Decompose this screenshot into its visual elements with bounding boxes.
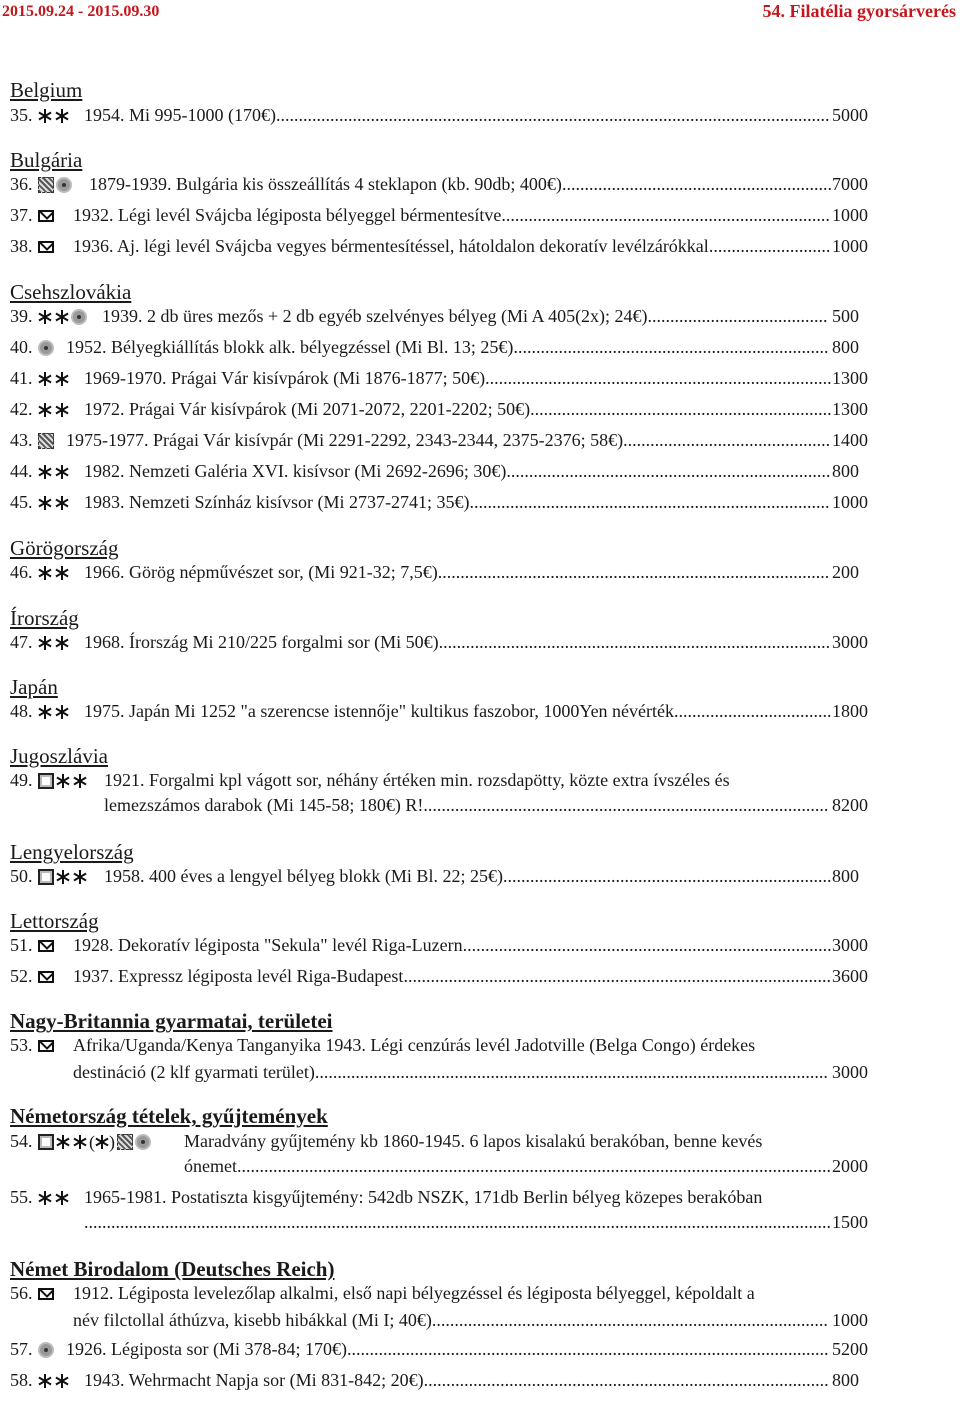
lot-description: [73, 205, 830, 226]
leader-dots: ....................................................................................................................................: [236, 1156, 831, 1176]
condition-icons: [38, 867, 87, 887]
lot-description-text: Maradvány gyűjtemény kb 1860-1945. 6 lapos kisalakú berakóban, benne kevés: [184, 1131, 763, 1151]
lot-number: 38.: [10, 236, 33, 256]
lot-description: [89, 174, 832, 195]
lot-description-text: név filctollal áthúzva, kisebb hibákkal (Mi I; 40€): [73, 1310, 432, 1330]
condition-icons: [38, 967, 54, 987]
lot-number: 46.: [10, 562, 33, 582]
condition-icons: [38, 633, 69, 653]
lot-description: [84, 562, 829, 583]
condition-icons: [38, 563, 69, 583]
lot-number: 57.: [10, 1339, 33, 1359]
condition-icons: [38, 493, 69, 513]
condition-icons: [38, 307, 87, 327]
lot-description-text: 1969-1970. Prágai Vár kisívpárok (Mi 1876-1877; 50€): [84, 368, 486, 388]
lot-description: [84, 701, 832, 722]
leader-dots: ..........................................................................................: [423, 795, 829, 815]
mint-never-hinged-icon: [56, 774, 87, 788]
condition-icons: [38, 106, 69, 126]
leader-dots: ...................................: [674, 701, 832, 721]
starting-price: 1000: [832, 1310, 868, 1330]
leader-dots: ...................................................................................................................................................................: [97, 1212, 831, 1232]
leader-dots: ...............................................................................................: [403, 966, 831, 986]
section-title: Jugoszlávia: [10, 744, 108, 768]
leader-dots: ............................................................: [561, 174, 832, 194]
section-title: Lengyelország: [10, 840, 134, 864]
postmark-icon: [135, 1134, 151, 1150]
lot-description-text: ...: [84, 1212, 98, 1232]
leader-dots: .............................................................................: [485, 368, 832, 388]
lot-description-text: 1921. Forgalmi kpl vágott sor, néhány értéken min. rozsdapötty, közte extra ívszéles és: [104, 770, 730, 790]
page-header: [0, 0, 960, 30]
condition-icons: [38, 338, 54, 358]
lot-description-text: 1975. Japán Mi 1252 "a szerencse istennője" kultikus faszobor, 1000Yen névérték: [84, 701, 675, 721]
leader-dots: ........................................................................: [506, 461, 831, 481]
condition-icons: [38, 431, 54, 451]
mint-hinged-paren-icon: ( ): [89, 1132, 115, 1152]
date-range: 2015.09.24 - 2015.09.30: [2, 3, 160, 20]
starting-price: 800: [832, 461, 859, 481]
starting-price: 5000: [832, 105, 868, 125]
section-title: Görögország: [10, 536, 119, 560]
starting-price: 1300: [832, 368, 868, 388]
condition-icons: [38, 1188, 69, 1208]
auction-title: 54. Filatélia gyorsárverés: [762, 1, 956, 21]
lot-description: [84, 492, 829, 513]
lot-number: 35.: [10, 105, 33, 125]
section-title: Japán: [10, 675, 58, 699]
lot-description-text: 1943. Wehrmacht Napja sor (Mi 831-842; 20€): [84, 1370, 424, 1390]
lot-description-text: 1982. Nemzeti Galéria XVI. kisívsor (Mi 2692-2696; 30€): [84, 461, 507, 481]
postmark-icon: [71, 309, 87, 325]
lot-description-text: 1954. Mi 995-1000 (170€): [84, 105, 276, 125]
starting-price: 5200: [832, 1339, 868, 1359]
leader-dots: ..............................................: [623, 430, 831, 450]
mint-never-hinged-icon: [38, 1191, 69, 1205]
leader-dots: ..................................................................................: [462, 935, 832, 955]
stamp-block-icon: [117, 1134, 133, 1150]
starting-price: 800: [832, 866, 859, 886]
leader-dots: .........................................................................: [502, 866, 832, 886]
condition-icons: [38, 1284, 54, 1304]
lot-number: 41.: [10, 368, 33, 388]
starting-price: 7000: [832, 174, 868, 194]
lot-description-cont: [84, 1212, 831, 1233]
lot-number: 56.: [10, 1283, 33, 1303]
starting-price: 1000: [832, 205, 868, 225]
lot-description-cont: [184, 1156, 831, 1177]
leader-dots: ...........................: [708, 236, 831, 256]
lot-description-text: 1939. 2 db üres mezős + 2 db egyéb szelvényes bélyeg (Mi A 405(2x); 24€): [102, 306, 648, 326]
starting-price: 800: [832, 1370, 859, 1390]
leader-dots: ................................................................................: [469, 492, 830, 512]
envelope-icon: [38, 971, 54, 983]
envelope-icon: [38, 1288, 54, 1300]
starting-price: 500: [832, 306, 859, 326]
mint-never-hinged-icon: [38, 372, 69, 386]
starting-price: 3000: [832, 632, 868, 652]
leader-dots: ......................................................................: [513, 337, 829, 357]
starting-price: 2000: [832, 1156, 868, 1176]
lot-description: [84, 368, 832, 389]
lot-number: 42.: [10, 399, 33, 419]
leader-dots: ..................................................................................................................: [314, 1062, 828, 1082]
lot-description-text: 1975-1977. Prágai Vár kisívpár (Mi 2291-2292, 2343-2344, 2375-2376; 58€): [66, 430, 624, 450]
lot-description: [84, 632, 830, 653]
lot-description-text: 1928. Dekoratív légiposta "Sekula" levél Riga-Luzern: [73, 935, 463, 955]
lot-number: 48.: [10, 701, 33, 721]
lot-number: 44.: [10, 461, 33, 481]
starting-price: 800: [832, 337, 859, 357]
lot-description: [66, 1339, 828, 1360]
lot-number: 37.: [10, 205, 33, 225]
lot-description: [73, 966, 831, 987]
mint-never-hinged-icon: [38, 566, 69, 580]
mint-never-hinged-icon: [56, 1135, 87, 1149]
lot-description-text: lemezszámos darabok (Mi 145-58; 180€) R!: [104, 795, 424, 815]
lot-number: 49.: [10, 770, 33, 790]
lot-description: [66, 337, 828, 358]
envelope-icon: [38, 1040, 54, 1052]
hinged-icon: [38, 869, 54, 885]
stamp-block-icon: [38, 433, 54, 449]
mint-never-hinged-icon: [38, 403, 69, 417]
lot-description: [104, 770, 730, 791]
postmark-icon: [38, 340, 54, 356]
mint-never-hinged-icon: [38, 109, 69, 123]
lot-description: [73, 236, 830, 257]
postmark-icon: [38, 1342, 54, 1358]
starting-price: 3000: [832, 935, 868, 955]
mint-never-hinged-icon: [38, 705, 69, 719]
lot-description-text: 1932. Légi levél Svájcba légiposta bélyeggel bérmentesítve: [73, 205, 502, 225]
starting-price: 1000: [832, 236, 868, 256]
condition-icons: [38, 1371, 69, 1391]
lot-description: [73, 1035, 755, 1056]
lot-description: [102, 306, 828, 327]
lot-description: [104, 866, 831, 887]
lot-description-text: 1968. Írország Mi 210/225 forgalmi sor (Mi 50€): [84, 632, 439, 652]
section-title: Írország: [10, 606, 79, 630]
leader-dots: .......................................................................................: [438, 632, 831, 652]
lot-description-text: 1936. Aj. légi levél Svájcba vegyes bérmentesítéssel, hátoldalon dekoratív levélzárókkal: [73, 236, 709, 256]
lot-description-cont: [73, 1062, 828, 1083]
lot-description-text: 1965-1981. Postatiszta kisgyűjtemény: 542db NSZK, 171db Berlin bélyeg közepes berakóban: [84, 1187, 763, 1207]
condition-icons: [38, 462, 69, 482]
leader-dots: ........................................................................................: [431, 1310, 828, 1330]
lot-description-text: destináció (2 klf gyarmati terület): [73, 1062, 315, 1082]
section-title: Német Birodalom (Deutsches Reich): [10, 1257, 335, 1281]
starting-price: 1300: [832, 399, 868, 419]
lot-number: 39.: [10, 306, 33, 326]
mint-never-hinged-icon: [38, 465, 69, 479]
lot-number: 53.: [10, 1035, 33, 1055]
mint-never-hinged-icon: [38, 496, 69, 510]
lot-description-text: 1966. Görög népművészet sor, (Mi 921-32; 7,5€): [84, 562, 438, 582]
starting-price: 3600: [832, 966, 868, 986]
section-title: Lettország: [10, 909, 99, 933]
lot-description-text: Afrika/Uganda/Kenya Tanganyika 1943. Légi cenzúrás levél Jadotville (Belga Congo) érdekes: [73, 1035, 756, 1055]
starting-price: 1400: [832, 430, 868, 450]
condition-icons: [38, 702, 69, 722]
stamp-block-icon: [38, 177, 54, 193]
condition-icons: [38, 1340, 54, 1360]
lot-number: 47.: [10, 632, 33, 652]
lot-number: 55.: [10, 1187, 33, 1207]
lot-description: [184, 1131, 762, 1152]
condition-icons: [38, 369, 69, 389]
lot-number: 40.: [10, 337, 33, 357]
condition-icons: [38, 771, 87, 791]
condition-icons: [38, 400, 69, 420]
starting-price: 3000: [832, 1062, 868, 1082]
section-title: Csehszlovákia: [10, 280, 132, 304]
mint-never-hinged-icon: [38, 310, 69, 324]
hinged-icon: [38, 1134, 54, 1150]
condition-icons: [38, 1132, 151, 1152]
lot-number: 51.: [10, 935, 33, 955]
leader-dots: .......................................................................................: [437, 562, 830, 582]
lot-number: 45.: [10, 492, 33, 512]
lot-description-text: 1926. Légiposta sor (Mi 378-84; 170€): [66, 1339, 347, 1359]
lot-description: [84, 399, 832, 420]
lot-description: [73, 1283, 755, 1304]
starting-price: 1500: [832, 1212, 868, 1232]
starting-price: 1800: [832, 701, 868, 721]
lot-description: [66, 430, 830, 451]
lot-description: [84, 461, 830, 482]
lot-number: 43.: [10, 430, 33, 450]
mint-never-hinged-icon: [38, 636, 69, 650]
starting-price: 200: [832, 562, 859, 582]
lot-description-cont: [73, 1310, 828, 1331]
lot-description-text: 1879-1939. Bulgária kis összeállítás 4 steklapon (kb. 90db; 400€): [89, 174, 562, 194]
leader-dots: .........................................................................: [501, 205, 830, 225]
section-title: Bulgária: [10, 148, 83, 172]
condition-icons: [38, 206, 54, 226]
lot-number: 58.: [10, 1370, 33, 1390]
section-title: Németország tételek, gyűjtemények: [10, 1104, 328, 1128]
lot-description-text: ónemet: [184, 1156, 237, 1176]
starting-price: 8200: [832, 795, 868, 815]
condition-icons: [38, 936, 54, 956]
hinged-icon: [38, 773, 54, 789]
envelope-icon: [38, 940, 54, 952]
lot-description: [84, 1187, 762, 1208]
section-title: Nagy-Britannia gyarmatai, területei: [10, 1009, 333, 1033]
starting-price: 1000: [832, 492, 868, 512]
lot-number: 50.: [10, 866, 33, 886]
lot-description-text: 1912. Légiposta levelezőlap alkalmi, első napi bélyegzéssel és légiposta bélyeggel, képoldalt a: [73, 1283, 755, 1303]
mint-never-hinged-icon: [56, 870, 87, 884]
lot-description-text: 1937. Expressz légiposta levél Riga-Budapest: [73, 966, 404, 986]
lot-description-text: 1972. Prágai Vár kisívpárok (Mi 2071-2072, 2201-2202; 50€): [84, 399, 531, 419]
lot-description: [84, 105, 830, 126]
leader-dots: ........................................: [647, 306, 828, 326]
lot-description: [84, 1370, 829, 1391]
lot-number: 36.: [10, 174, 33, 194]
section-title: Belgium: [10, 78, 83, 102]
lot-number: 52.: [10, 966, 33, 986]
mint-never-hinged-icon: [38, 1374, 69, 1388]
lot-description-cont: [104, 795, 828, 816]
envelope-icon: [38, 210, 54, 222]
leader-dots: ...................................................................: [530, 399, 832, 419]
condition-icons: [38, 175, 72, 195]
leader-dots: ...........................................................................................................................: [276, 105, 830, 125]
condition-icons: [38, 237, 54, 257]
leader-dots: ..........................................................................................: [423, 1370, 829, 1390]
postmark-icon: [56, 177, 72, 193]
lot-description-text: 1958. 400 éves a lengyel bélyeg blokk (Mi Bl. 22; 25€): [104, 866, 503, 886]
leader-dots: ...........................................................................................................: [346, 1339, 829, 1359]
lot-description-text: 1983. Nemzeti Színház kisívsor (Mi 2737-2741; 35€): [84, 492, 470, 512]
lot-number: 54.: [10, 1131, 33, 1151]
envelope-icon: [38, 241, 54, 253]
condition-icons: [38, 1036, 54, 1056]
lot-description: [73, 935, 832, 956]
lot-description-text: 1952. Bélyegkiállítás blokk alk. bélyegzéssel (Mi Bl. 13; 25€): [66, 337, 514, 357]
